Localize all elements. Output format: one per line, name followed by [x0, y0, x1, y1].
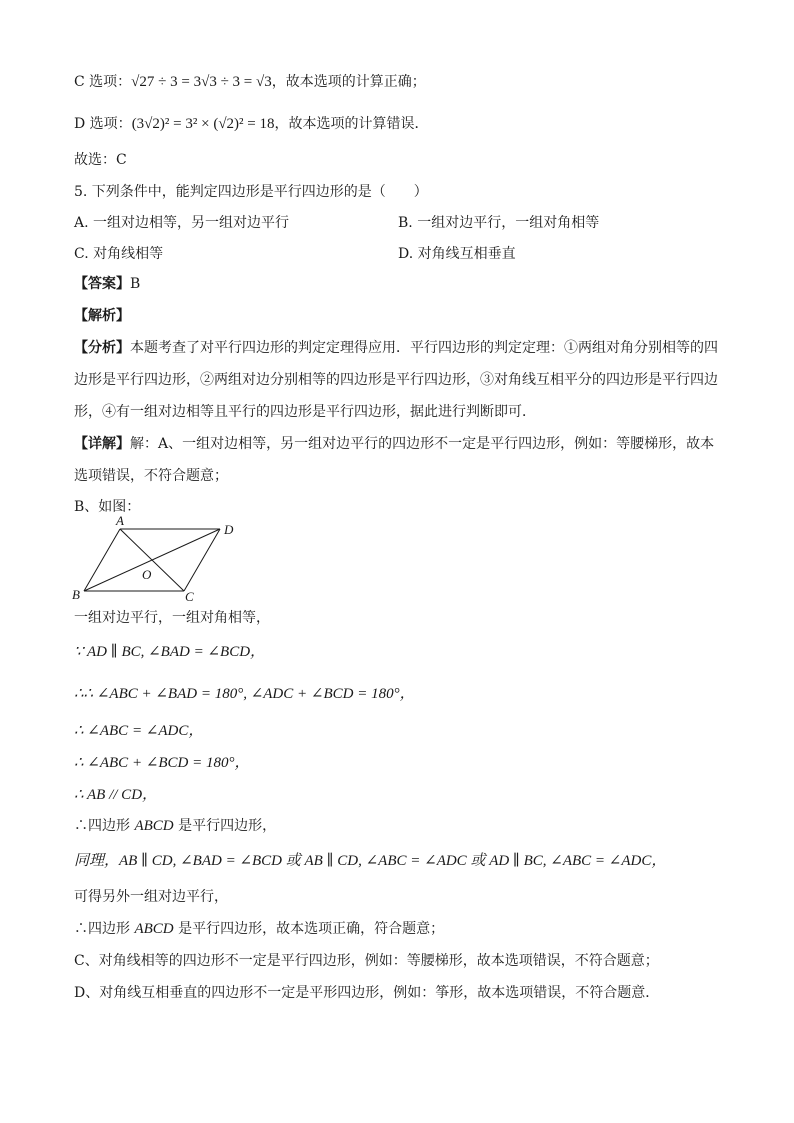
- b10-suffix: 是平行四边形，故本选项正确，符合题意；: [173, 921, 445, 937]
- d-option-math: (3√2)² = 3² × (√2)² = 18: [131, 116, 275, 132]
- d-option-line: [74, 114, 429, 134]
- c-option-label: C 选项：: [74, 74, 132, 90]
- xiangjie-line-2: 选项错误，不符合题意；: [74, 468, 228, 484]
- jiexi-tag: 【解析】: [74, 308, 130, 324]
- fenxi-line-3: 形，④有一组对边相等且平行的四边形是平行四边形，据此进行判断即可．: [74, 404, 536, 420]
- fenxi-line-2: 边形是平行四边形，②两组对边分别相等的四边形是平行四边形，③对角线互相平分的四边形是平行四边: [74, 372, 718, 388]
- fenxi-text-1: 本题考查了对平行四边形的判定定理得应用．平行四边形的判定定理：①两组对角分别相等的四: [130, 340, 718, 356]
- fenxi-tag: 【分析】: [74, 340, 130, 356]
- option-c: C. 对角线相等: [74, 246, 164, 262]
- d-option-label: D 选项：: [74, 116, 132, 132]
- b7-prefix: ∴四边形: [74, 818, 135, 834]
- b-line-3: ∴∴ ∠ABC + ∠BAD = 180°, ∠ADC + ∠BCD = 180°，: [74, 686, 415, 702]
- b-line-4: ∴ ∠ABC = ∠ADC，: [74, 723, 204, 739]
- xiangjie-tag: 【详解】: [74, 436, 130, 452]
- b-line-2: ∵ AD ∥ BC, ∠BAD = ∠BCD，: [74, 644, 266, 660]
- xiangjie-text-1: 解：A、一组对边相等，另一组对边平行的四边形不一定是平行四边形，例如：等腰梯形，故本: [130, 436, 715, 452]
- d-option-tail: ，故本选项的计算错误．: [274, 116, 429, 132]
- question-5: 5. 下列条件中，能判定四边形是平行四边形的是（ ）: [74, 184, 428, 200]
- answer-tag: 【答案】: [74, 276, 130, 292]
- b-line-9: 可得另外一组对边平行，: [74, 889, 228, 905]
- xiangjie-line-1: [74, 434, 714, 454]
- b-line-10: [74, 919, 444, 939]
- option-d: D. 对角线互相垂直: [398, 246, 516, 262]
- b7-math: ABCD: [134, 818, 174, 834]
- b-line-6: ∴ AB // CD，: [74, 787, 158, 803]
- b-figure-line: B、如图：: [74, 499, 141, 515]
- b7-suffix: 是平行四边形，: [173, 818, 277, 834]
- label-o: O: [142, 567, 152, 582]
- b-line-5: ∴ ∠ABC + ∠BCD = 180°，: [74, 755, 250, 771]
- b-line-7: [74, 816, 276, 836]
- b10-prefix: ∴四边形: [74, 921, 135, 937]
- fenxi-line-1: [74, 338, 718, 358]
- label-c: C: [185, 589, 194, 604]
- c-option-tail: ，故本选项的计算正确；: [271, 74, 426, 90]
- answer-value: B: [130, 276, 141, 292]
- answer-line: [74, 274, 140, 294]
- diagonal-ac: [120, 529, 184, 591]
- b10-math: ABCD: [134, 921, 174, 937]
- parallelogram-diagram: [70, 515, 245, 605]
- b-line-1: 一组对边平行，一组对角相等，: [74, 610, 270, 626]
- choose-line: 故选：C: [74, 152, 127, 168]
- d-conclusion-line: D、对角线互相垂直的四边形不一定是平形四边形，例如：筝形，故本选项错误，不符合题意．: [74, 985, 660, 1001]
- c-option-math: √27 ÷ 3 = 3√3 ÷ 3 = √3: [131, 74, 272, 90]
- option-a: A. 一组对边相等，另一组对边平行: [74, 215, 290, 231]
- label-b: B: [72, 587, 80, 602]
- label-d: D: [224, 522, 234, 537]
- b-line-8: 同理，AB ∥ CD, ∠BAD = ∠BCD 或 AB ∥ CD, ∠ABC = ∠ADC 或 AD ∥ BC, ∠ABC = ∠ADC，: [74, 853, 667, 869]
- c-option-line: [74, 72, 426, 92]
- c-conclusion-line: C、对角线相等的四边形不一定是平行四边形，例如：等腰梯形，故本选项错误，不符合题意；: [74, 953, 659, 969]
- label-a: A: [116, 515, 124, 528]
- side-dc: [184, 529, 220, 591]
- option-b: B. 一组对边平行，一组对角相等: [398, 215, 600, 231]
- side-ab: [84, 529, 120, 591]
